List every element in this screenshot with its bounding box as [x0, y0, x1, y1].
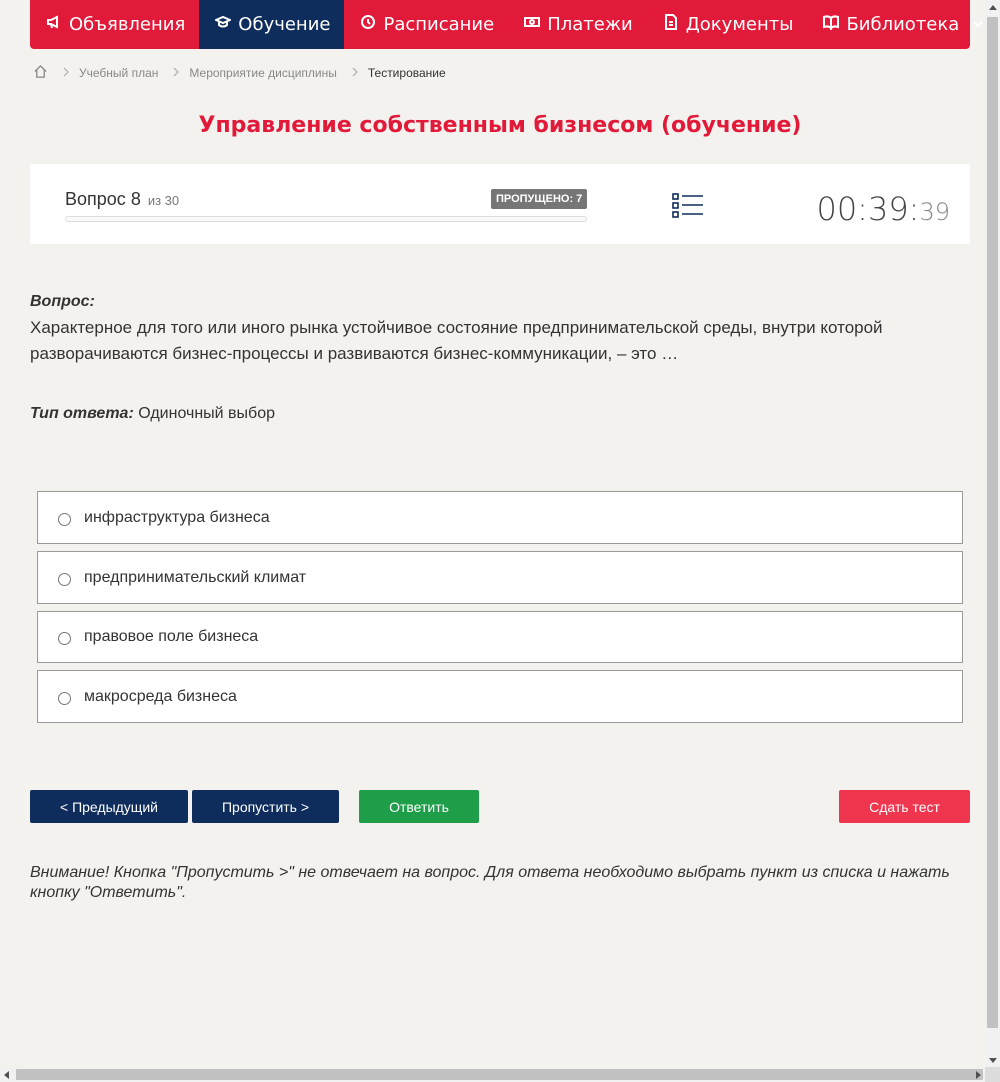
radio-button[interactable]	[58, 692, 71, 705]
radio-button[interactable]	[58, 632, 71, 645]
page-title: Управление собственным бизнесом (обучение)	[198, 113, 802, 138]
answer-option-label: предпринимательский климат	[84, 568, 307, 586]
answer-option-label: инфраструктура бизнеса	[84, 508, 270, 526]
scroll-down-icon[interactable]	[989, 1058, 997, 1063]
chevron-down-icon	[972, 14, 984, 35]
clock-icon	[360, 14, 376, 35]
nav-item-library[interactable]	[807, 0, 998, 49]
nav-item-learning[interactable]	[199, 0, 344, 49]
chevron-right-icon	[351, 66, 359, 80]
timer-seconds: 39	[919, 198, 950, 226]
book-icon	[823, 14, 839, 35]
nav-item-label: Документы	[685, 14, 794, 35]
timer-main: 00:39:	[816, 190, 920, 228]
megaphone-icon	[46, 14, 62, 35]
radio-button[interactable]	[58, 513, 71, 526]
vertical-scrollbar[interactable]	[985, 0, 1000, 1067]
scrollbar-thumb[interactable]	[987, 17, 998, 1028]
progress-bar	[65, 216, 587, 222]
scrollbar-thumb[interactable]	[16, 1069, 983, 1080]
previous-button[interactable]: < Предыдущий	[30, 790, 188, 823]
question-label: Вопрос:	[30, 293, 95, 310]
money-icon	[524, 14, 540, 35]
chevron-right-icon	[172, 66, 180, 80]
breadcrumb	[33, 62, 446, 84]
nav-item-label: Объявления	[69, 14, 186, 35]
breadcrumb-link-curriculum[interactable]: Учебный план	[79, 66, 159, 80]
nav-item-label: Расписание	[383, 14, 495, 35]
answer-option-label: макросреда бизнеса	[84, 687, 237, 705]
answer-type	[30, 405, 275, 423]
skip-button[interactable]: Пропустить >	[192, 790, 339, 823]
nav-item-documents[interactable]	[647, 0, 808, 49]
nav-item-label: Библиотека	[846, 14, 960, 35]
question-list-icon[interactable]	[672, 192, 704, 220]
document-icon	[663, 14, 679, 35]
answer-type-label: Тип ответа:	[30, 405, 134, 422]
question-number-label: Вопрос	[65, 189, 126, 209]
nav-item-announcements[interactable]	[30, 0, 199, 49]
answer-button[interactable]: Ответить	[359, 790, 479, 823]
question-number-total: из 30	[147, 193, 180, 208]
answer-option[interactable]	[37, 670, 963, 723]
scrollbar-corner	[985, 1067, 1000, 1082]
question-text: Характерное для того или иного рынка устойчивое состояние предпринимательской среды, внутри которой разворачиваются бизнес-процессы и развиваются бизнес-коммуникации, – это …	[30, 318, 883, 363]
answer-option[interactable]	[37, 491, 963, 544]
question-number-current: 8	[130, 189, 141, 209]
submit-test-button[interactable]: Сдать тест	[839, 790, 970, 823]
nav-item-payments[interactable]	[508, 0, 647, 49]
answer-type-value: Одиночный выбор	[138, 405, 275, 422]
answer-option[interactable]	[37, 551, 963, 604]
skipped-badge: ПРОПУЩЕНО: 7	[491, 189, 587, 209]
home-icon[interactable]	[33, 64, 48, 82]
timer	[816, 190, 950, 228]
breadcrumb-current: Тестирование	[367, 66, 446, 80]
nav-item-schedule[interactable]	[344, 0, 508, 49]
graduation-cap-icon	[215, 14, 231, 35]
horizontal-scrollbar[interactable]	[0, 1067, 1000, 1082]
nav-item-label: Платежи	[547, 14, 633, 35]
answer-option-label: правовое поле бизнеса	[84, 628, 259, 645]
scroll-left-icon[interactable]	[4, 1071, 9, 1079]
nav-item-label: Обучение	[238, 14, 331, 35]
answer-option[interactable]	[37, 611, 963, 663]
warning-text: Внимание! Кнопка "Пропустить >" не отвечает на вопрос. Для ответа необходимо выбрать пункт из списка и нажать кнопку "Ответить".	[30, 864, 950, 901]
radio-button[interactable]	[58, 573, 71, 586]
question-number	[65, 189, 179, 210]
question-bar	[30, 164, 970, 244]
scroll-right-icon[interactable]	[976, 1071, 981, 1079]
main-nav	[30, 0, 970, 49]
chevron-right-icon	[62, 66, 70, 80]
scroll-up-icon[interactable]	[989, 5, 997, 10]
breadcrumb-link-discipline-event[interactable]: Мероприятие дисциплины	[189, 66, 337, 80]
